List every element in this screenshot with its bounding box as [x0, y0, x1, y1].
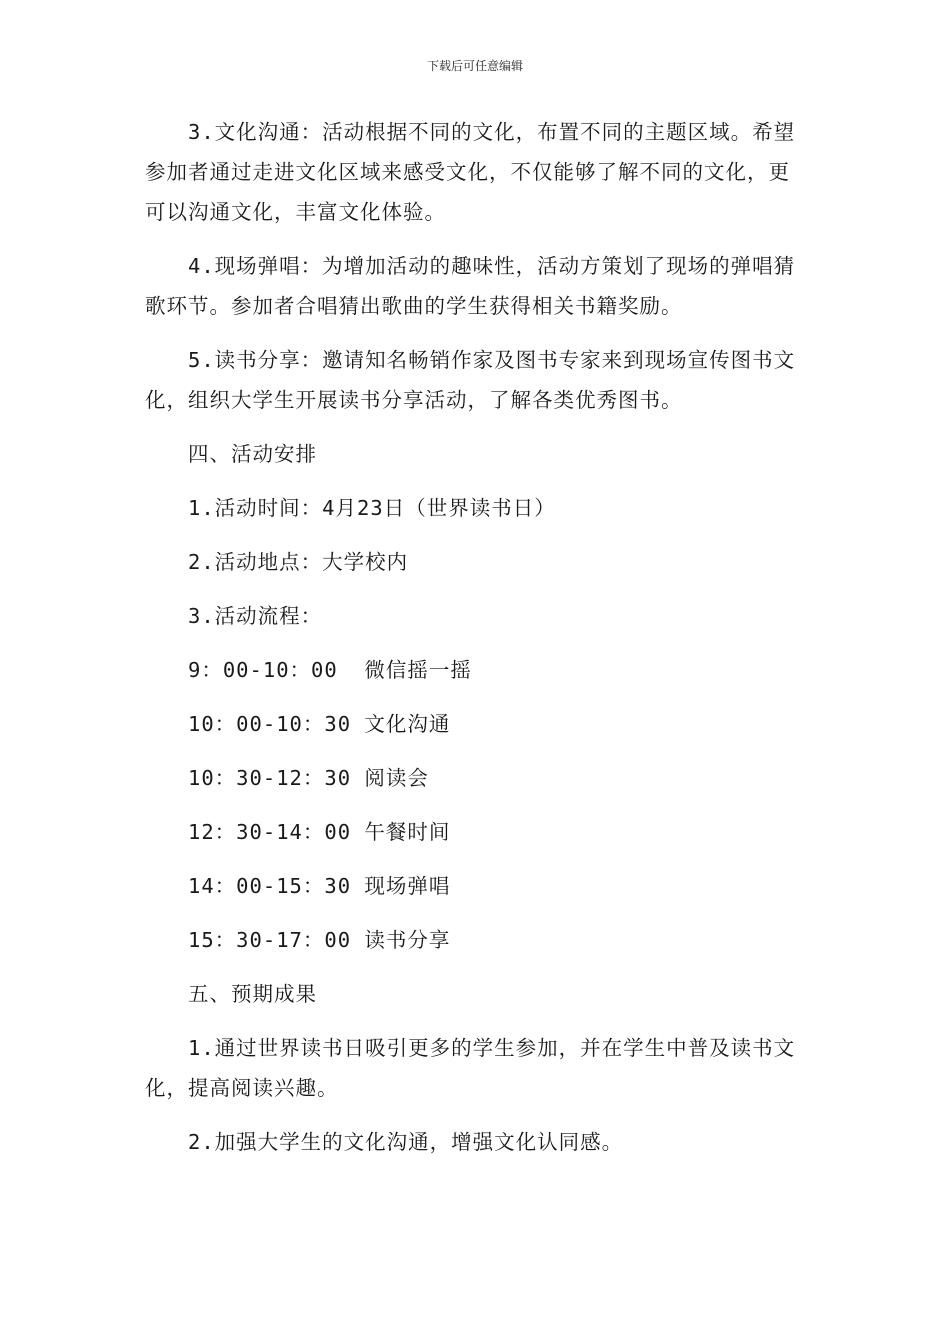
paragraph-activity-time: 1.活动时间：4月23日（世界读书日）	[188, 496, 556, 520]
schedule-item: 9：00-10：00 微信摇一摇	[188, 658, 472, 682]
schedule-item: 10：30-12：30 阅读会	[188, 766, 429, 790]
paragraph-reading-sharing: 5.读书分享：邀请知名畅销作家及图书专家来到现场宣传图书文化，组织大学生开展读书分享活动，了解各类优秀图书。	[145, 348, 796, 412]
section-heading-arrangement: 四、活动安排	[188, 442, 317, 466]
paragraph-result-1: 1.通过世界读书日吸引更多的学生参加，并在学生中普及读书文化，提高阅读兴趣。	[145, 1036, 796, 1100]
paragraph-result-2: 2.加强大学生的文化沟通，增强文化认同感。	[188, 1130, 624, 1154]
document-body	[145, 112, 805, 1176]
schedule-item: 15：30-17：00 读书分享	[188, 928, 451, 952]
paragraph-activity-process: 3.活动流程：	[188, 604, 323, 628]
paragraph-cultural-exchange: 3.文化沟通：活动根据不同的文化，布置不同的主题区域。希望参加者通过走进文化区域来感受文化，不仅能够了解不同的文化，更可以沟通文化，丰富文化体验。	[145, 120, 796, 224]
schedule-item: 10：00-10：30 文化沟通	[188, 712, 451, 736]
page-header-note: 下载后可任意编辑	[426, 59, 523, 73]
schedule-item: 14：00-15：30 现场弹唱	[188, 874, 451, 898]
section-heading-expected-results: 五、预期成果	[188, 982, 317, 1006]
paragraph-activity-location: 2.活动地点：大学校内	[188, 550, 409, 574]
schedule-item: 12：30-14：00 午餐时间	[188, 820, 451, 844]
paragraph-live-singing: 4.现场弹唱：为增加活动的趣味性，活动方策划了现场的弹唱猜歌环节。参加者合唱猜出歌曲的学生获得相关书籍奖励。	[145, 254, 796, 318]
